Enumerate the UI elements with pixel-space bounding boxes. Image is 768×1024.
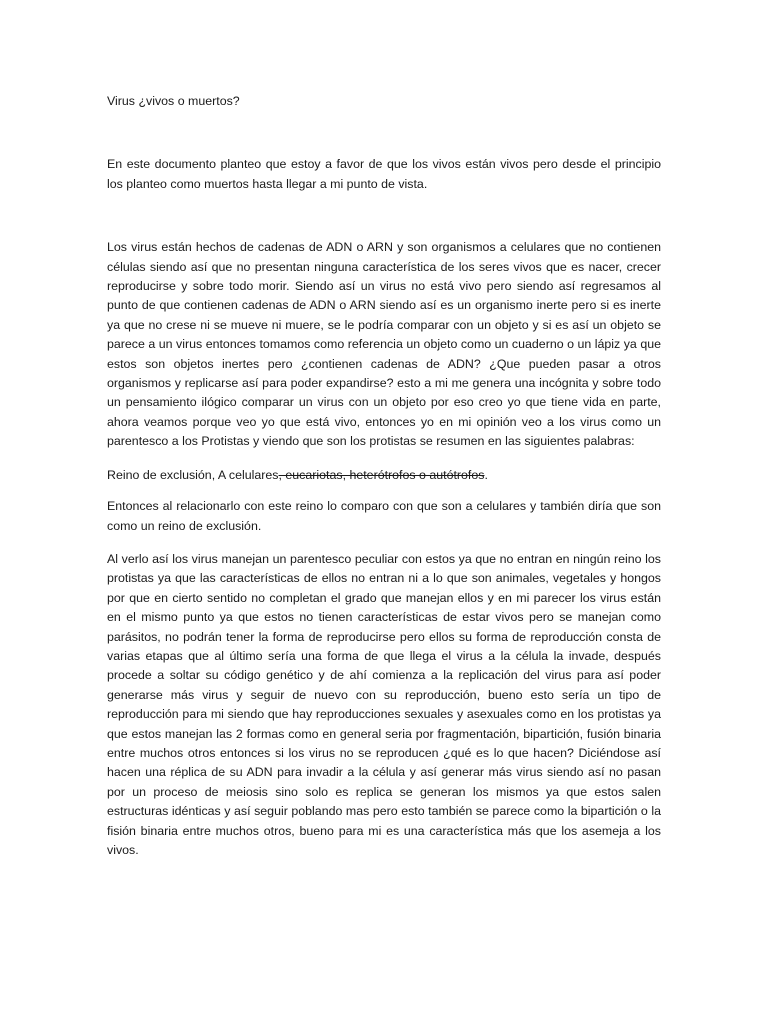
reino-text: Reino de exclusión, A celulares bbox=[107, 467, 279, 482]
reino-paragraph bbox=[107, 466, 661, 485]
document-page bbox=[107, 92, 661, 874]
document-title: Virus ¿vivos o muertos? bbox=[107, 94, 240, 108]
paragraph-1: Los virus están hechos de cadenas de ADN o ARN y son organismos a celulares que no contienen células siendo así que no presentan ninguna característica de los seres vivos que es nacer, crecer reproducirse y sobre todo morir. Siendo así un virus no está vivo pero siendo así regresamos al punto de que contienen cadenas de ADN o ARN siendo así es un organismo inerte pero si es inerte ya que no crese ni se mueve ni muere, se le podría comparar con un objeto y si es así un objeto se parece a un virus entonces tomamos como referencia un objeto como un cuaderno o un lápiz ya que estos son objetos inertes pero ¿contienen cadenas de ADN? ¿Que pueden pasar a otros organismos y replicarse así para poder expandirse? esto a mi me genera una incógnita y sobre todo un pensamiento ilógico comparar un virus con un objeto por eso creo yo que tiene vida en parte, ahora veamos porque veo yo que está vivo, entonces yo en mi opinión veo a los virus como un parentesco a los Protistas y viendo que son los protistas se resumen en las siguientes palabras: bbox=[107, 240, 661, 449]
reino-period: . bbox=[484, 467, 488, 482]
paragraph-3: Al verlo así los virus manejan un parentesco peculiar con estos ya que no entran en ningún reino los protistas ya que las características de ellos no entran ni a lo que son animales, vegetales y hongos por que en cierto sentido no completan el grado que manejan ellos y en mi parecer los virus están en el mismo punto ya que estos no tienen características de estar vivos pero se manejan como parásitos, no podrán tener la forma de reproducirse pero ellos su forma de reproducción consta de varias etapas que al último sería una forma de que llega el virus a la célula la invade, después procede a soltar su código genético y de ahí comienza a la replicación del virus para así poder generarse más virus y seguir de nuevo con su reproducción, bueno esto sería un tipo de reproducción para mi siendo que hay reproducciones sexuales y asexuales como en los protistas ya que estos manejan las 2 formas como en general seria por fragmentación, bipartición, fusión binaria entre muchos otros entonces si los virus no se reproducen ¿qué es lo que hacen? Diciéndose así hacen una réplica de su ADN para invadir a la célula y así generar más virus siendo así no pasan por un proceso de meiosis sino solo es replica se generan los mismos ya que estos salen estructuras idénticas y así seguir poblando mas pero esto también se parece como la bipartición o la fisión binaria entre muchos otros, bueno para mi es una característica más que los asemeja a los vivos. bbox=[107, 551, 661, 857]
intro-paragraph: En este documento planteo que estoy a favor de que los vivos están vivos pero desde el principio los planteo como muertos hasta llegar a mi punto de vista. bbox=[107, 157, 661, 191]
struck-text: , eucariotas, heterótrofos o autótrofos bbox=[278, 467, 485, 482]
paragraph-2: Entonces al relacionarlo con este reino lo comparo con que son a celulares y también diría que son como un reino de exclusión. bbox=[107, 499, 661, 533]
